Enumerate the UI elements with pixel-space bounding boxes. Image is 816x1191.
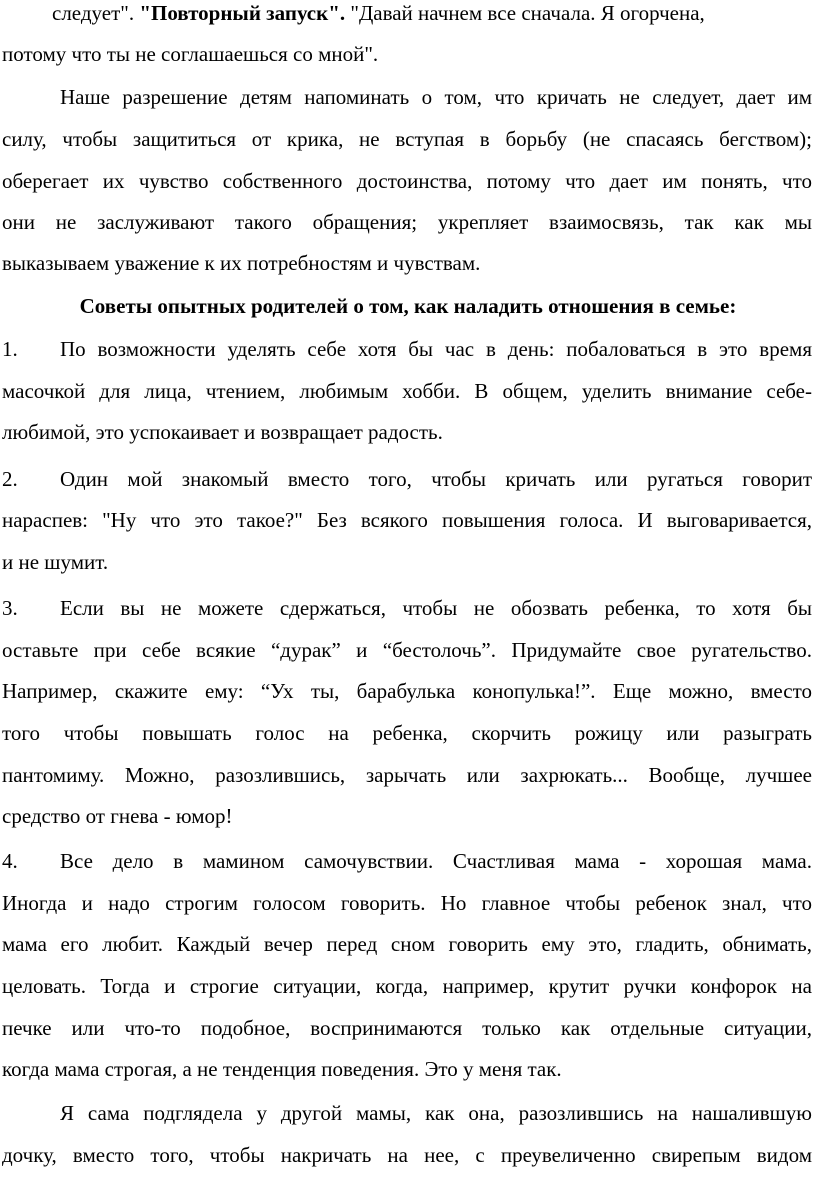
bold-phrase: "Повторный запуск". (139, 1, 346, 25)
paragraph-line: они не заслуживают такого обращения; укрепляет взаимосвязь, так как мы (2, 210, 812, 234)
text-run: следует". (52, 1, 140, 25)
list-item-line: средство от гнева - юмор! (2, 804, 233, 828)
list-item-number: 3. (2, 596, 18, 620)
list-item-line: Например, скажите ему: “Ух ты, барабулька конопулька!”. Еще можно, вместо (2, 679, 812, 703)
list-item-line: оставьте при себе всякие “дурак” и “бестолочь”. Придумайте свое ругательство. (2, 638, 812, 662)
list-item-number: 4. (2, 849, 18, 873)
paragraph-line: Наше разрешение детям напоминать о том, что кричать не следует, дает им (60, 85, 812, 109)
paragraph-line (52, 0, 812, 27)
paragraph-line: Я сама подглядела у другой мамы, как она, разозлившись на нашалившую (60, 1101, 812, 1125)
list-item-line: Один мой знакомый вместо того, чтобы кричать или ругаться говорит (60, 467, 812, 491)
list-item-number: 2. (2, 467, 18, 491)
paragraph-line: оберегает их чувство собственного достоинства, потому что дает им понять, что (2, 169, 812, 193)
list-item-line: целовать. Тогда и строгие ситуации, когда, например, крутит ручки конфорок на (2, 974, 812, 998)
list-item-line: любимой, это успокаивает и возвращает радость. (2, 420, 443, 444)
list-item-line: Иногда и надо строгим голосом говорить. Но главное чтобы ребенок знал, что (2, 891, 812, 915)
list-item-line: нараспев: "Ну что это такое?" Без всякого повышения голоса. И выговаривается, (2, 508, 812, 532)
list-item-line: мама его любит. Каждый вечер перед сном говорить ему это, гладить, обнимать, (2, 932, 812, 956)
list-item-line: По возможности уделять себе хотя бы час в день: побаловаться в это время (60, 337, 812, 361)
list-item-line: масочкой для лица, чтением, любимым хобби. В общем, уделить внимание себе- (2, 379, 812, 403)
list-item-line: печке или что-то подобное, воспринимаются только как отдельные ситуации, (2, 1016, 812, 1040)
list-item-line: когда мама строгая, а не тенденция поведения. Это у меня так. (2, 1057, 562, 1081)
paragraph-line: выказываем уважение к их потребностям и чувствам. (2, 251, 481, 275)
list-item-line: того чтобы повышать голос на ребенка, скорчить рожицу или разыграть (2, 721, 812, 745)
list-item-line: Все дело в мамином самочувствии. Счастливая мама - хорошая мама. (60, 849, 812, 873)
paragraph-line: потому что ты не соглашаешься со мной". (2, 42, 379, 66)
section-heading: Советы опытных родителей о том, как наладить отношения в семье: (79, 294, 737, 318)
text-run: "Давай начнем все сначала. Я огорчена, (345, 1, 705, 25)
list-item-number: 1. (2, 337, 18, 361)
list-item-line: и не шумит. (2, 550, 109, 574)
paragraph-line: дочку, вместо того, чтобы накричать на нее, с преувеличенно свирепым видом (2, 1143, 812, 1167)
list-item-line: Если вы не можете сдержаться, чтобы не обозвать ребенка, то хотя бы (60, 596, 812, 620)
list-item-line: пантомиму. Можно, разозлившись, зарычать или захрюкать... Вообще, лучшее (2, 763, 812, 787)
paragraph-line: силу, чтобы защититься от крика, не вступая в борьбу (не спасаясь бегством); (2, 127, 812, 151)
